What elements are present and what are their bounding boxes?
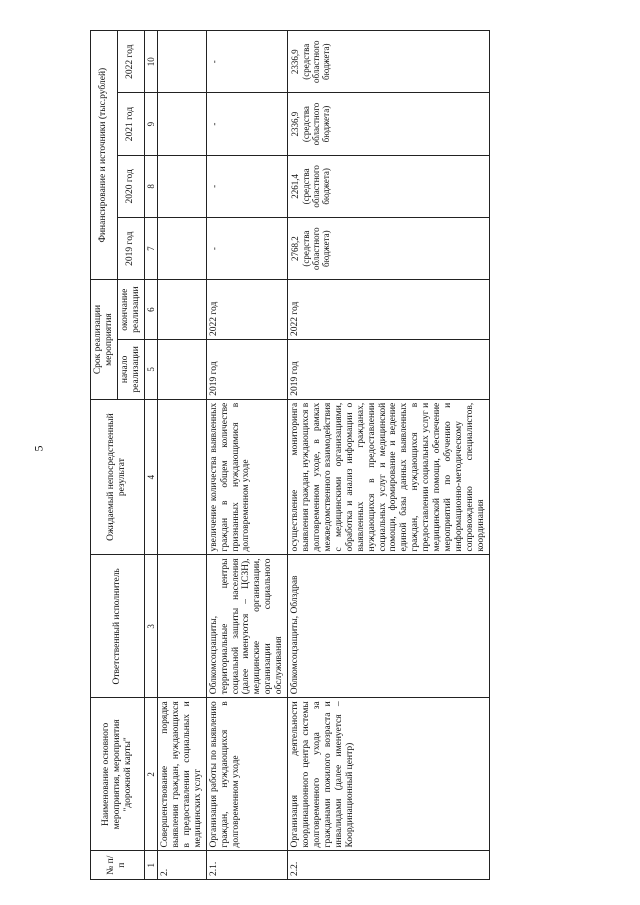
column-number: 3 bbox=[144, 555, 157, 698]
column-number: 9 bbox=[144, 93, 157, 155]
row-fin-2022: 2336,9 (средства областного бюджета) bbox=[288, 31, 490, 93]
row-fin-2022 bbox=[158, 31, 207, 93]
row-fin-2022: - bbox=[206, 31, 287, 93]
header-name: Наименование основного мероприятия, мероприятия "дорожной карты" bbox=[91, 698, 145, 851]
header-executor: Ответственный исполнитель bbox=[91, 555, 145, 698]
row-executor: Облкомсоцзащиты, территориальные центры социальной защиты населения (далее именуются – ЦСЗН), медицинские организации, организации социального обслуживания bbox=[206, 555, 287, 698]
header-2019: 2019 год bbox=[117, 218, 144, 280]
column-number: 7 bbox=[144, 218, 157, 280]
header-result: Ожидаемый непосредственный результат bbox=[91, 399, 145, 555]
row-name: Организация деятельности координационного центра системы долговременного ухода за гражданами пожилого возраста и инвалидами (далее именуется – Координационный центр) bbox=[288, 698, 490, 851]
header-2021: 2021 год bbox=[117, 93, 144, 155]
header-finance: Финансирование и источники (тыс.рублей) bbox=[91, 31, 118, 280]
row-start: 2019 год bbox=[206, 340, 287, 400]
row-no: 2.2. bbox=[288, 851, 490, 880]
row-fin-2020: 2261,4 (средства областного бюджета) bbox=[288, 155, 490, 217]
row-fin-2021 bbox=[158, 93, 207, 155]
row-fin-2020: - bbox=[206, 155, 287, 217]
column-number: 5 bbox=[144, 340, 157, 400]
row-no: 2. bbox=[158, 851, 207, 880]
row-result: осуществление мониторинга выявления граждан, нуждающихся в долговременном уходе, в рамках межведомственного взаимодействия с медицинскими организациями, обработка и анализ информации о выявленных гражданах, нуждающихся в предоставлении социальных услуг и медицинской помощи, формирование и ведение единой базы данных выявленных граждан, нуждающихся в предоставлении социальных услуг и медицинской помощи, обеспечение мероприятий по обучению и информационно-методическому сопровождению специалистов, координация bbox=[288, 399, 490, 555]
row-fin-2021: 2336,9 (средства областного бюджета) bbox=[288, 93, 490, 155]
column-number: 2 bbox=[144, 698, 157, 851]
row-fin-2019 bbox=[158, 218, 207, 280]
roadmap-table bbox=[90, 30, 490, 880]
page-number: 5 bbox=[31, 445, 46, 452]
table-row bbox=[206, 31, 287, 880]
column-number: 6 bbox=[144, 280, 157, 340]
row-fin-2019: 2768,2 (средства областного бюджета) bbox=[288, 218, 490, 280]
header-2020: 2020 год bbox=[117, 155, 144, 217]
row-name: Совершенствование порядка выявления граждан, нуждающихся в предоставлении социальных и медицинских услуг bbox=[158, 698, 207, 851]
document-page bbox=[90, 10, 600, 880]
header-term-start: начало реализации bbox=[117, 340, 144, 400]
row-end bbox=[158, 280, 207, 340]
header-2022: 2022 год bbox=[117, 31, 144, 93]
row-executor bbox=[158, 555, 207, 698]
row-executor: Облкомсоцзащиты, Облздрав bbox=[288, 555, 490, 698]
row-result bbox=[158, 399, 207, 555]
column-number: 4 bbox=[144, 399, 157, 555]
row-end: 2022 год bbox=[288, 280, 490, 340]
row-fin-2019: - bbox=[206, 218, 287, 280]
table-row bbox=[158, 31, 207, 880]
row-no: 2.1. bbox=[206, 851, 287, 880]
row-fin-2020 bbox=[158, 155, 207, 217]
header-no: № п/п bbox=[91, 851, 145, 880]
row-name: Организация работы по выявлению граждан, нуждающихся в долговременном уходе bbox=[206, 698, 287, 851]
row-end: 2022 год bbox=[206, 280, 287, 340]
column-number-row bbox=[144, 31, 157, 880]
row-result: увеличение количества выявленных граждан в общем количестве признанных нуждающимися в долговременном уходе bbox=[206, 399, 287, 555]
table-row bbox=[288, 31, 490, 880]
row-start: 2019 год bbox=[288, 340, 490, 400]
row-start bbox=[158, 340, 207, 400]
column-number: 10 bbox=[144, 31, 157, 93]
column-number: 1 bbox=[144, 851, 157, 880]
column-number: 8 bbox=[144, 155, 157, 217]
row-fin-2021: - bbox=[206, 93, 287, 155]
header-term: Срок реализации мероприятия bbox=[91, 280, 118, 399]
header-term-end: окончание реализации bbox=[117, 280, 144, 340]
